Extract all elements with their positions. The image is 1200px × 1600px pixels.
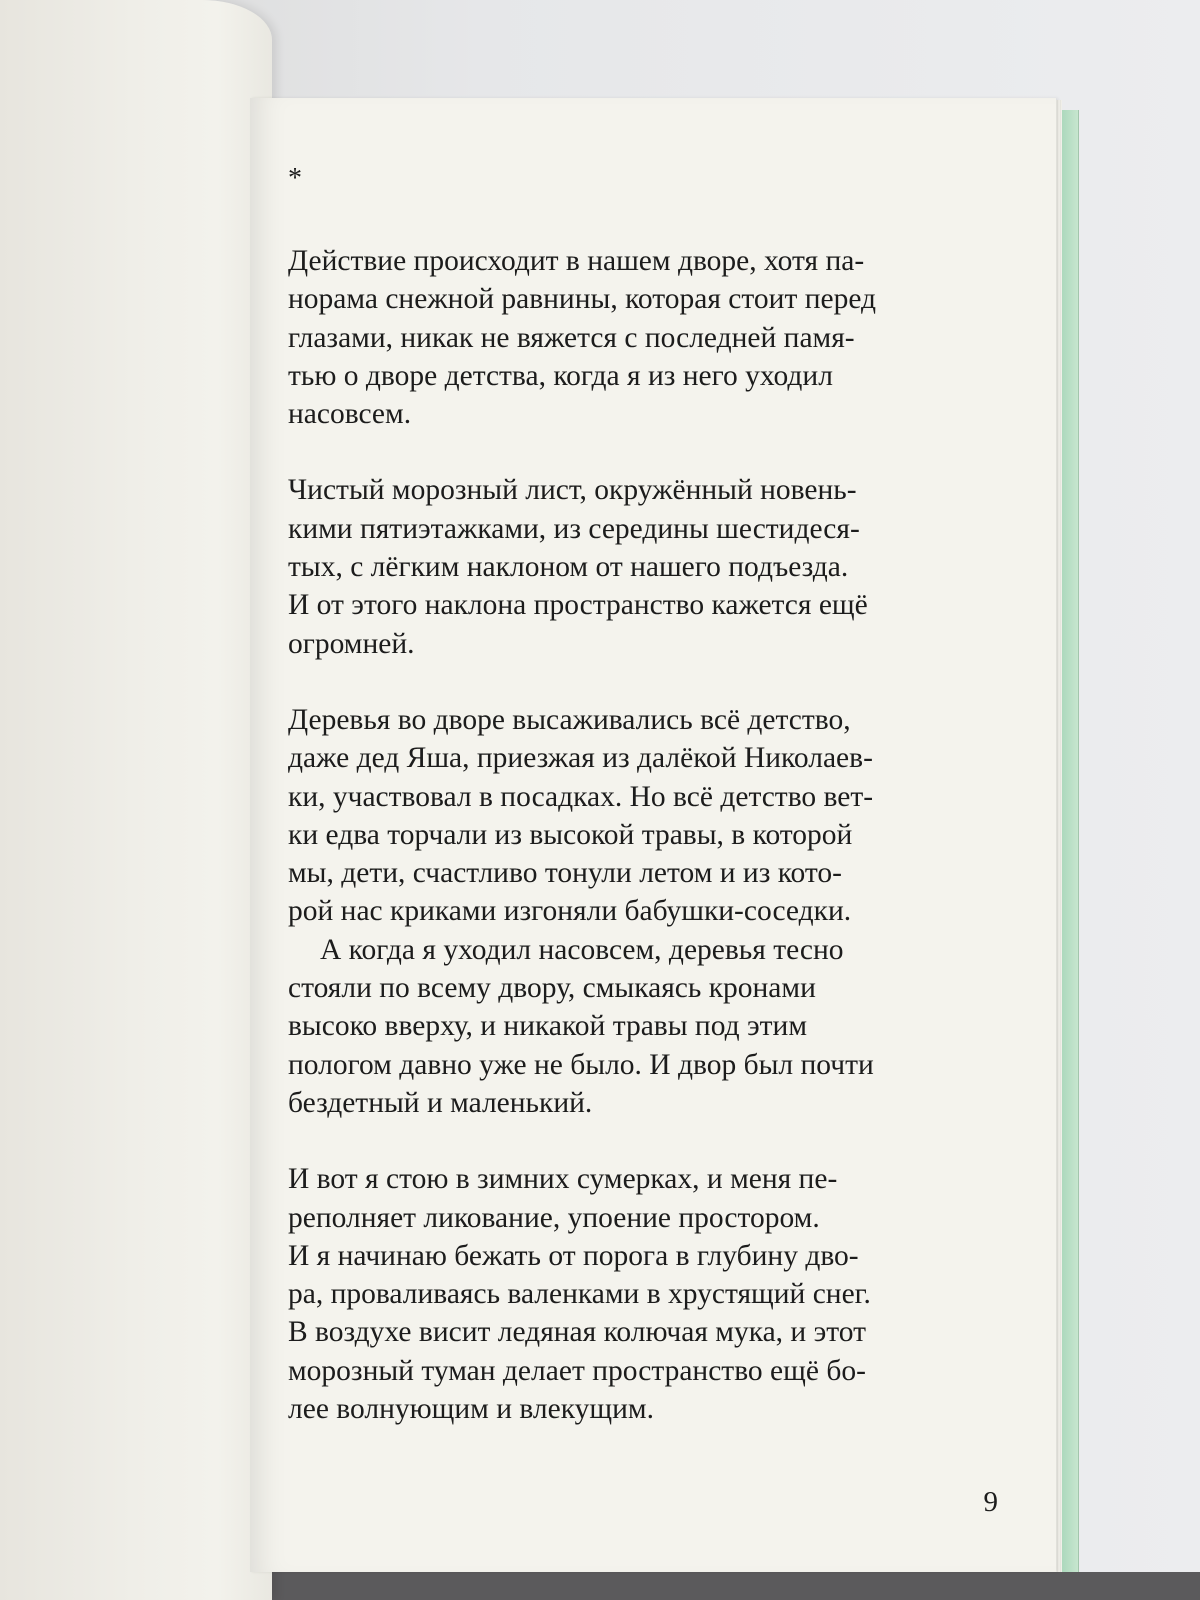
text-line: высоко вверху, и никакой травы под этим: [288, 1010, 808, 1043]
paragraph-1: [288, 242, 1018, 433]
text-line: Действие происходит в нашем дворе, хотя па-: [288, 245, 865, 277]
text-line: рой нас криками изгоняли бабушки-соседки.: [288, 895, 852, 928]
paragraph-5: [288, 1160, 1018, 1428]
text-line: ра, проваливаясь валенками в хрустящий снег.: [288, 1278, 871, 1311]
text-line: И вот я стою в зимних сумерках, и меня пе-: [288, 1163, 838, 1196]
text-line: ки, участвовал в посадках. Но всё детство вет-: [288, 780, 874, 813]
paragraph-2: [288, 471, 1018, 662]
text-line: пологом давно уже не было. И двор был почти: [288, 1048, 874, 1081]
text-line: В воздухе висит ледяная колючая мука, и этот: [288, 1316, 867, 1349]
right-page: [250, 98, 1056, 1572]
text-line: реполняет ликование, упоение простором.: [288, 1201, 820, 1234]
text-line: стояли по всему двору, смыкаясь кронами: [288, 972, 816, 1005]
text-line: тых, с лёгким наклоном от нашего подъезда.: [288, 551, 849, 584]
text-line: ки едва торчали из высокой травы, в которой: [288, 818, 853, 851]
text-line: тью о дворе детства, когда я из него уходил: [288, 359, 833, 392]
text-line: насовсем.: [288, 398, 412, 431]
text-line: А когда я уходил насовсем, деревья тесно: [320, 933, 844, 966]
left-page-curled: [0, 0, 272, 1600]
text-line: бездетный и маленький.: [288, 1086, 593, 1119]
text-line: даже дед Яша, приезжая из далёкой Николаев-: [288, 742, 873, 775]
text-line: Чистый морозный лист, окружённый новень-: [288, 474, 857, 507]
text-line: мы, дети, счастливо тонули летом и из кото-: [288, 857, 842, 890]
text-line: норама снежной равнины, которая стоит перед: [288, 283, 877, 316]
page-text-block: [288, 160, 1018, 1466]
text-line: И от этого наклона пространство кажется ещё: [288, 589, 868, 622]
text-line: глазами, никак не вяжется с последней памя-: [288, 321, 855, 354]
text-line: И я начинаю бежать от порога в глубину дво-: [288, 1239, 859, 1272]
paragraph-3: [288, 701, 1018, 931]
section-ornament: *: [288, 163, 302, 194]
text-line: лее волнующим и влекущим.: [288, 1393, 654, 1426]
book-shadow-base: [250, 1572, 1200, 1600]
text-line: Деревья во дворе высаживались всё детство,: [288, 703, 851, 736]
paragraph-4: [288, 931, 1018, 1122]
text-line: кими пятиэтажками, из середины шестидеся-: [288, 512, 860, 545]
page-number: 9: [983, 1486, 998, 1518]
text-line: огромней.: [288, 627, 415, 660]
text-line: морозный туман делает пространство ещё бо-: [288, 1354, 866, 1387]
